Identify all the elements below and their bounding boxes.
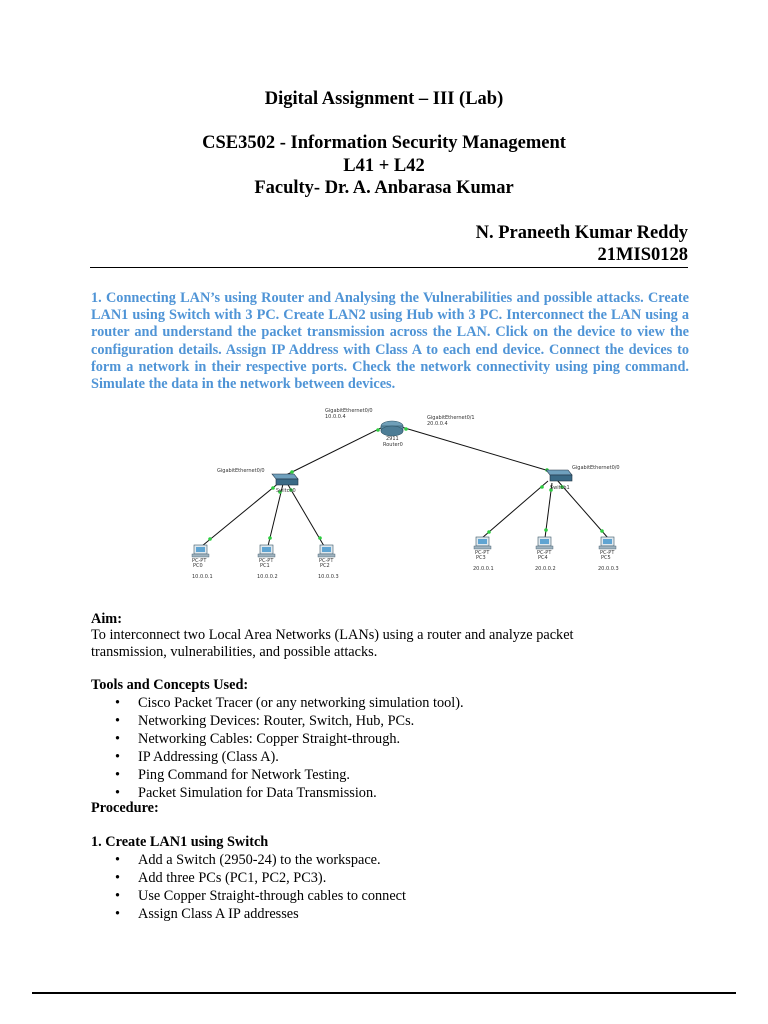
list-item: • Add a Switch (2950-24) to the workspace. (91, 851, 406, 869)
task-description: 1. Connecting LAN’s using Router and Analysing the Vulnerabilities and possible attacks. Create LAN1 using Switch with 3 PC. Create LAN2 using Hub with 3 PC. Interconnect the LAN using a router and understand the packet transmission across the LAN. Click on the device to view the configuration details. Assign IP Address with Class A to each end device. Connect the devices to form a network in their respective ports. Check the network connectivity using ping command. Simulate the data in the network between devices. (91, 290, 689, 393)
switch-right-icon (546, 470, 572, 481)
router-model: 2911 (386, 436, 399, 442)
list-item: • Add three PCs (PC1, PC2, PC3). (91, 869, 406, 887)
router-port-right: GigabitEthernet0/1 (427, 415, 475, 421)
list-item: • Assign Class A IP addresses (91, 905, 406, 923)
pc2-icon (318, 545, 335, 557)
pc3-name: PC3 (476, 555, 486, 561)
cable-router-right (398, 426, 556, 473)
list-item: • Networking Devices: Router, Switch, Hub, PCs. (91, 712, 464, 730)
course-title: CSE3502 - Information Security Management (202, 133, 566, 153)
pc5-icon (599, 537, 616, 549)
router-icon (381, 421, 403, 436)
cables (202, 426, 608, 546)
router-name: Router0 (383, 442, 403, 448)
pc0-icon (192, 545, 209, 557)
pc2-name: PC2 (320, 563, 330, 569)
student-name: N. Praneeth Kumar Reddy (475, 223, 688, 243)
switch-left-icon (272, 474, 298, 485)
list-item: • Cisco Packet Tracer (or any networking simulation tool). (91, 694, 464, 712)
pc4-icon (536, 537, 553, 549)
pc4-type: PC-PT (537, 550, 552, 556)
pc3-ip: 20.0.0.1 (473, 566, 494, 572)
pc0-ip: 10.0.0.1 (192, 574, 213, 580)
pc5-ip: 20.0.0.3 (598, 566, 619, 572)
header-divider (90, 267, 688, 268)
pc0-name: PC0 (193, 563, 203, 569)
switch-left-name: Switch0 (276, 488, 296, 494)
assignment-title: Digital Assignment – III (Lab) (264, 89, 504, 109)
aim-text: To interconnect two Local Area Networks (LANs) using a router and analyze packet transmission, vulnerabilities, and possible attacks. (91, 627, 574, 661)
list-item: • Networking Cables: Copper Straight-through. (91, 730, 464, 748)
router-ip-left: 10.0.0.4 (325, 414, 346, 420)
tools-heading: Tools and Concepts Used: (91, 677, 249, 693)
list-item: • IP Addressing (Class A). (91, 748, 464, 766)
aim-heading: Aim: (91, 611, 122, 627)
pc0-type: PC-PT (192, 558, 207, 564)
cable-pc3 (482, 481, 548, 538)
list-item: • Ping Command for Network Testing. (91, 766, 464, 784)
list-item: • Packet Simulation for Data Transmission. (91, 784, 464, 802)
cable-pc0 (202, 482, 280, 546)
network-topology-diagram (180, 406, 640, 584)
step1-list (91, 851, 406, 923)
pc5-name: PC5 (601, 555, 611, 561)
pc4-name: PC4 (538, 555, 548, 561)
router-ip-right: 20.0.0.4 (427, 421, 448, 427)
pc4-ip: 20.0.0.2 (535, 566, 556, 572)
pc1-type: PC-PT (259, 558, 274, 564)
pc3-icon (474, 537, 491, 549)
pc1-ip: 10.0.0.2 (257, 574, 278, 580)
footer-divider (32, 992, 736, 994)
procedure-heading: Procedure: (91, 800, 159, 816)
pc1-icon (258, 545, 275, 557)
switch-left-port: GigabitEthernet0/0 (217, 468, 265, 474)
tools-list (91, 694, 464, 802)
slot-info: L41 + L42 (343, 156, 425, 176)
list-item: • Use Copper Straight-through cables to connect (91, 887, 406, 905)
faculty-name: Faculty- Dr. A. Anbarasa Kumar (254, 178, 514, 198)
router-port-left: GigabitEthernet0/0 (325, 408, 373, 414)
pc2-type: PC-PT (319, 558, 334, 564)
switch-right-name: Switch1 (550, 485, 570, 491)
switch-right-port: GigabitEthernet0/0 (572, 465, 620, 471)
pc3-type: PC-PT (475, 550, 490, 556)
pc1-name: PC1 (260, 563, 270, 569)
step1-heading: 1. Create LAN1 using Switch (91, 834, 269, 850)
pc5-type: PC-PT (600, 550, 615, 556)
registration-number: 21MIS0128 (597, 245, 688, 265)
pc2-ip: 10.0.0.3 (318, 574, 339, 580)
cable-router-left (284, 426, 385, 476)
